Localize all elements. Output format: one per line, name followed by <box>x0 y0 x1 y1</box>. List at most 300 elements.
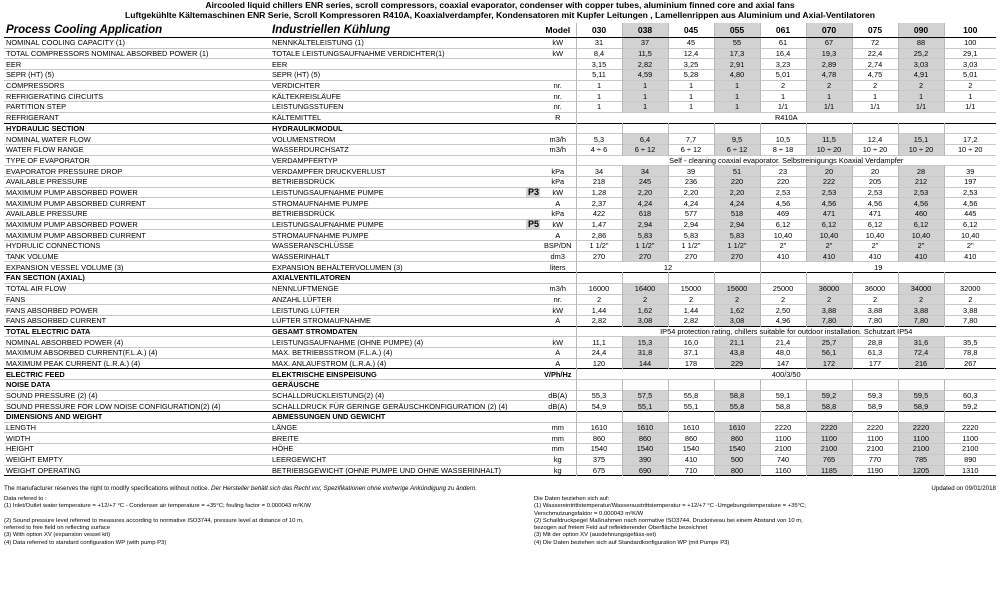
cell-value: 10,40 <box>898 230 944 241</box>
cell-value: 2220 <box>852 422 898 433</box>
cell-value: 860 <box>576 433 622 444</box>
cell-value: 10,5 <box>760 134 806 145</box>
cell-value: 78,8 <box>944 347 996 358</box>
cell-value: 6,12 <box>760 219 806 230</box>
row-label-en: FANS ABSORBED CURRENT <box>6 316 107 326</box>
row-label-de: AXIALVENTILATOREN <box>272 273 351 283</box>
cell-value: 1,28 <box>576 187 622 198</box>
pump-option-label <box>526 91 540 102</box>
empty-cell <box>576 380 622 391</box>
cell-value: 43,8 <box>714 347 760 358</box>
cell-value: 120 <box>576 358 622 369</box>
cell-value: 245 <box>622 176 668 187</box>
footnote-line <box>4 511 474 518</box>
table-row <box>4 412 996 423</box>
table-row <box>4 123 996 134</box>
table-row <box>4 465 996 476</box>
model-header: 055 <box>714 23 760 38</box>
table-row <box>4 134 996 145</box>
model-header: 030 <box>576 23 622 38</box>
row-unit: kW <box>552 38 564 48</box>
cell-value: 2,94 <box>714 219 760 230</box>
cell-value: 1/1 <box>898 102 944 113</box>
cell-value: 410 <box>760 251 806 262</box>
cell-value: 5,83 <box>714 230 760 241</box>
cell-value: 1610 <box>622 422 668 433</box>
cell-value: 55 <box>714 38 760 49</box>
empty-cell <box>852 273 898 284</box>
row-unit: nr. <box>553 81 562 91</box>
row-label-en: FANS ABSORBED POWER <box>6 305 98 315</box>
cell-value: 3,08 <box>622 315 668 326</box>
pump-option-label <box>526 262 540 273</box>
pump-option-label <box>526 70 540 81</box>
row-label-de: HÖHE <box>272 444 294 454</box>
pump-option-label <box>526 123 540 134</box>
cell-value: 4,56 <box>806 198 852 209</box>
table-row <box>4 230 996 241</box>
row-unit: R <box>555 113 561 123</box>
cell-value: 10 ÷ 20 <box>806 144 852 155</box>
table-row <box>4 273 996 284</box>
cell-value: 2 <box>852 80 898 91</box>
cell-value: 270 <box>714 251 760 262</box>
cell-value: 220 <box>760 176 806 187</box>
empty-cell <box>576 273 622 284</box>
row-label-de: LEISTUNGSAUFNAHME (OHNE PUMPE) (4) <box>272 337 424 347</box>
cell-value: 1 <box>852 91 898 102</box>
cell-value: 31,8 <box>622 347 668 358</box>
pump-option-label <box>526 454 540 465</box>
pump-option-label <box>526 326 540 337</box>
cell-value: 2220 <box>760 422 806 433</box>
cell-value: 2 <box>806 80 852 91</box>
cell-value: 55,8 <box>714 401 760 412</box>
footnote-line: (4) Data referred to standard configuration WP (with pump P3) <box>4 539 167 546</box>
cell-value: 7,80 <box>806 315 852 326</box>
row-label-en: MAXIMUM ABSORBED CURRENT(F.L.A.) (4) <box>6 348 158 358</box>
cell-value: 2 <box>944 80 996 91</box>
model-header: 075 <box>852 23 898 38</box>
cell-value: 471 <box>806 209 852 220</box>
row-label-de: NENNLUFTMENGE <box>272 284 339 294</box>
cell-value: 15000 <box>668 283 714 294</box>
cell-value: 24,4 <box>576 347 622 358</box>
table-row <box>4 347 996 358</box>
cell-value: 2220 <box>806 422 852 433</box>
row-label-en: NOMINAL COOLING CAPACITY (1) <box>6 38 125 48</box>
empty-cell <box>714 273 760 284</box>
cell-value: 800 <box>714 465 760 476</box>
empty-cell <box>944 380 996 391</box>
cell-value: 25,7 <box>806 337 852 348</box>
cell-value: 10,40 <box>806 230 852 241</box>
row-label-en: MAXIMUM PEAK CURRENT (L.R.A.) (4) <box>6 358 141 368</box>
cell-value: 2" <box>944 241 996 252</box>
cell-value: 36000 <box>806 283 852 294</box>
cell-value: 2,37 <box>576 198 622 209</box>
cell-value: 177 <box>852 358 898 369</box>
footnote-line: Data refered to : <box>4 496 47 502</box>
cell-value: 1 <box>714 80 760 91</box>
cell-value: 59,5 <box>898 390 944 401</box>
merged-cell-value: 400/3/50 <box>576 369 996 380</box>
cell-value: 56,1 <box>806 347 852 358</box>
table-row <box>4 305 996 316</box>
table-row <box>4 70 996 81</box>
cell-value: 205 <box>852 176 898 187</box>
cell-value: 88 <box>898 38 944 49</box>
cell-value: 1,47 <box>576 219 622 230</box>
empty-cell <box>622 123 668 134</box>
empty-cell <box>806 123 852 134</box>
row-label-en: TANK VOLUME <box>6 252 59 262</box>
cell-value: 9,5 <box>714 134 760 145</box>
footnote-line: bezogen auf freiem Feld auf reflektierender Oberfläche bezeichnet <box>534 525 708 532</box>
cell-value: 15,1 <box>898 134 944 145</box>
cell-value: 10,40 <box>760 230 806 241</box>
row-unit: kg <box>553 465 562 475</box>
cell-value: 422 <box>576 209 622 220</box>
cell-value: 1 <box>898 91 944 102</box>
row-label-de: VERDAMPFERTYP <box>272 155 338 165</box>
cell-value: 7,80 <box>944 315 996 326</box>
cell-value: 34000 <box>898 283 944 294</box>
row-unit <box>540 155 576 166</box>
cell-value: 1185 <box>806 465 852 476</box>
model-header: 090 <box>898 23 944 38</box>
row-unit <box>540 273 576 284</box>
empty-cell <box>806 273 852 284</box>
cell-value: 500 <box>714 454 760 465</box>
row-unit: kW <box>552 220 564 230</box>
cell-value: 1610 <box>668 422 714 433</box>
row-label-de: GESAMT STROMDATEN <box>272 326 358 336</box>
row-label-en: EVAPORATOR PRESSURE DROP <box>6 166 123 176</box>
cell-value: 23 <box>760 166 806 177</box>
pump-option-label <box>526 401 540 412</box>
cell-value: 25,2 <box>898 48 944 59</box>
cell-value: 29,1 <box>944 48 996 59</box>
cell-value: 2,94 <box>668 219 714 230</box>
row-unit: A <box>555 198 561 208</box>
table-row <box>4 144 996 155</box>
row-unit: dm3 <box>550 252 565 262</box>
row-label-de: MAX. ANLAUFSTROM (L.R.A.) (4) <box>272 358 387 368</box>
empty-cell <box>760 123 806 134</box>
cell-value: 4,80 <box>714 70 760 81</box>
cell-value: 410 <box>898 251 944 262</box>
pump-option-label: P5 <box>528 219 540 230</box>
pump-option-label <box>526 380 540 391</box>
cell-value: 4,91 <box>898 70 944 81</box>
cell-value: 6,12 <box>806 219 852 230</box>
cell-value: 22,4 <box>852 48 898 59</box>
cell-value: 67 <box>806 38 852 49</box>
cell-value: 1,44 <box>576 305 622 316</box>
pump-option-label <box>526 422 540 433</box>
cell-value: 3,23 <box>760 59 806 70</box>
cell-value: 1160 <box>760 465 806 476</box>
cell-value: 6 ÷ 12 <box>714 144 760 155</box>
model-header: 045 <box>668 23 714 38</box>
cell-value: 10,40 <box>852 230 898 241</box>
cell-value: 7,80 <box>898 315 944 326</box>
cell-value: 1190 <box>852 465 898 476</box>
row-label-de: MAX. BETRIEBSSTROM (F.L.A.) (4) <box>272 348 393 358</box>
row-label-de: HYDRAULIKMODUL <box>272 123 343 133</box>
cell-value: 469 <box>760 209 806 220</box>
cell-value: 21,1 <box>714 337 760 348</box>
row-label-en: REFRIGERANT <box>6 113 59 123</box>
row-unit: A <box>555 230 561 240</box>
empty-cell <box>852 412 898 423</box>
empty-cell <box>944 273 996 284</box>
cell-value: 1 <box>714 91 760 102</box>
cell-value: 59,3 <box>852 390 898 401</box>
cell-value: 5,01 <box>944 70 996 81</box>
model-header: 070 <box>806 23 852 38</box>
row-label-de: ABMESSUNGEN UND GEWICHT <box>272 412 386 422</box>
cell-value: 1 <box>668 102 714 113</box>
cell-value: 5,28 <box>668 70 714 81</box>
cell-value: 2 <box>622 294 668 305</box>
cell-value: 2 <box>898 80 944 91</box>
cell-value: 2,53 <box>898 187 944 198</box>
row-label-en: WIDTH <box>6 433 31 443</box>
cell-value: 60,3 <box>944 390 996 401</box>
cell-value: 55,3 <box>576 390 622 401</box>
cell-value: 21,4 <box>760 337 806 348</box>
merged-cell-value: 12 <box>576 262 760 273</box>
table-row <box>4 337 996 348</box>
cell-value: 1 1/2" <box>622 241 668 252</box>
empty-cell <box>760 273 806 284</box>
cell-value: 216 <box>898 358 944 369</box>
cell-value: 16400 <box>622 283 668 294</box>
row-label-en: TOTAL AIR FLOW <box>6 284 67 294</box>
cell-value: 2" <box>760 241 806 252</box>
table-row <box>4 433 996 444</box>
cell-value: 34 <box>622 166 668 177</box>
pump-option-label <box>526 176 540 187</box>
empty-cell <box>806 412 852 423</box>
cell-value: 3,03 <box>898 59 944 70</box>
cell-value: 20 <box>852 166 898 177</box>
cell-value: 10,40 <box>944 230 996 241</box>
row-unit: kPa <box>551 209 565 219</box>
cell-value: 1540 <box>714 444 760 455</box>
cell-value: 2,20 <box>622 187 668 198</box>
table-row <box>4 91 996 102</box>
cell-value: 7,7 <box>668 134 714 145</box>
cell-value: 31 <box>576 38 622 49</box>
cell-value: 59,1 <box>760 390 806 401</box>
manufacturer-note-en: The manufacturer reserves the right to modify specifications without notice. <box>4 485 212 492</box>
cell-value: 11,5 <box>622 48 668 59</box>
cell-value: 59,2 <box>806 390 852 401</box>
empty-cell <box>576 412 622 423</box>
cell-value: 11,5 <box>806 134 852 145</box>
cell-value: 5,01 <box>760 70 806 81</box>
empty-cell <box>668 123 714 134</box>
cell-value: 144 <box>622 358 668 369</box>
row-label-en: COMPRESSORS <box>6 81 65 91</box>
row-label-en: REFRIGERATING CIRCUITS <box>6 91 104 101</box>
cell-value: 2 <box>760 80 806 91</box>
pump-option-label <box>526 134 540 145</box>
cell-value: 55,1 <box>622 401 668 412</box>
empty-cell <box>898 380 944 391</box>
cell-value: 34 <box>576 166 622 177</box>
row-label-en: FAN SECTION (AXIAL) <box>6 273 85 283</box>
table-row <box>4 48 996 59</box>
table-row <box>4 80 996 91</box>
row-label-en: TYPE OF EVAPORATOR <box>6 155 90 165</box>
row-label-en: SEPR (HT) (5) <box>6 70 55 80</box>
pump-option-label <box>526 369 540 380</box>
empty-cell <box>622 412 668 423</box>
row-label-de: NENNKÄLTELEISTUNG (1) <box>272 38 364 48</box>
pump-option-label <box>526 315 540 326</box>
pump-option-label <box>526 59 540 70</box>
table-row <box>4 401 996 412</box>
cell-value: 10 ÷ 20 <box>852 144 898 155</box>
table-row <box>4 358 996 369</box>
row-label-de: LÜFTER STROMAUFNAHME <box>272 316 371 326</box>
row-label-en: PARTITION STEP <box>6 102 67 112</box>
footnotes-de <box>534 496 1000 547</box>
cell-value: 2,50 <box>760 305 806 316</box>
table-row <box>4 262 996 273</box>
row-label-de: BETRIEBSDRUCK <box>272 177 335 187</box>
footnote-line: (1) Inlet/Outlet water temperature = +12/+7 °C - Condenser air temperature = +35°C; fouling factor = 0.000043 m²K/W <box>4 503 311 510</box>
cell-value: 10 ÷ 20 <box>944 144 996 155</box>
table-row <box>4 283 996 294</box>
pump-option-label <box>526 358 540 369</box>
table-row <box>4 251 996 262</box>
row-label-de: SCHALLDRUCK FÜR GERINGE GERÄUSCHKONFIGURATION (2) (4) <box>272 401 508 411</box>
row-label-en: EXPANSION VESSEL VOLUME (3) <box>6 262 124 272</box>
cell-value: 58,9 <box>898 401 944 412</box>
cell-value: 12,4 <box>668 48 714 59</box>
pump-option-label <box>526 390 540 401</box>
cell-value: 1540 <box>622 444 668 455</box>
table-row <box>4 209 996 220</box>
empty-cell <box>668 380 714 391</box>
model-header: 038 <box>622 23 668 38</box>
footnote-line: Die Daten beziehen sich auf: <box>534 496 610 502</box>
row-unit: dB(A) <box>548 391 568 401</box>
row-label-de: GERÄUSCHE <box>272 380 320 390</box>
row-label-en: MAXIMUM PUMP ABSORBED CURRENT <box>6 198 146 208</box>
table-row <box>4 219 996 230</box>
cell-value: 220 <box>714 176 760 187</box>
footnotes-en <box>4 496 474 547</box>
row-label-en: SOUND PRESSURE (2) (4) <box>6 391 98 401</box>
pump-option-label <box>526 273 540 284</box>
cell-value: 178 <box>668 358 714 369</box>
cell-value: 5,83 <box>668 230 714 241</box>
cell-value: 410 <box>668 454 714 465</box>
cell-value: 2,53 <box>760 187 806 198</box>
pump-option-label <box>526 433 540 444</box>
cell-value: 2,82 <box>622 59 668 70</box>
cell-value: 270 <box>576 251 622 262</box>
cell-value: 4,56 <box>760 198 806 209</box>
row-unit: BSP/DN <box>543 241 572 251</box>
empty-cell <box>898 123 944 134</box>
cell-value: 3,15 <box>576 59 622 70</box>
cell-value: 2,20 <box>668 187 714 198</box>
row-label-en: DIMENSIONS AND WEIGHT <box>6 412 103 422</box>
cell-value: 2100 <box>898 444 944 455</box>
row-label-de: LEISTUNGSSTUFEN <box>272 102 344 112</box>
cell-value: 860 <box>622 433 668 444</box>
cell-value: 2,86 <box>576 230 622 241</box>
cell-value: 4,56 <box>898 198 944 209</box>
empty-cell <box>760 412 806 423</box>
pump-option-label <box>526 337 540 348</box>
row-unit: A <box>555 358 561 368</box>
row-label-en: WEIGHT EMPTY <box>6 455 63 465</box>
pump-option-label <box>526 444 540 455</box>
table-row <box>4 369 996 380</box>
cell-value: 1 <box>668 80 714 91</box>
row-label-en: NOMINAL ABSORBED POWER (4) <box>6 337 124 347</box>
pump-option-label <box>526 251 540 262</box>
cell-value: 270 <box>668 251 714 262</box>
cell-value: 577 <box>668 209 714 220</box>
cell-value: 4,56 <box>944 198 996 209</box>
table-row <box>4 176 996 187</box>
pump-option-label <box>526 412 540 423</box>
row-unit: nr. <box>553 102 562 112</box>
spec-table <box>4 23 996 476</box>
cell-value: 2,82 <box>668 315 714 326</box>
cell-value: 11,1 <box>576 337 622 348</box>
row-label-de: ELEKTRISCHE EINSPEISUNG <box>272 369 377 379</box>
cell-value: 471 <box>852 209 898 220</box>
row-label-de: LEERGEWICHT <box>272 455 327 465</box>
row-unit: kW <box>552 49 564 59</box>
cell-value: 2 <box>714 294 760 305</box>
cell-value: 2,74 <box>852 59 898 70</box>
cell-value: 375 <box>576 454 622 465</box>
merged-cell-value: 19 <box>760 262 996 273</box>
cell-value: 1100 <box>760 433 806 444</box>
cell-value: 1610 <box>576 422 622 433</box>
pump-option-label <box>526 48 540 59</box>
row-unit: A <box>555 316 561 326</box>
row-label-de: LÄNGE <box>272 423 298 433</box>
footnote-line: Verschmutzungsfaktor = 0.000043 m²K/W <box>534 510 644 517</box>
row-label-en: MAXIMUM PUMP ABSORBED CURRENT <box>6 230 146 240</box>
cell-value: 860 <box>668 433 714 444</box>
manufacturer-note-de: Der Hersteller behält sich das Recht vor, Spezifikationen ohne vorherige Ankündigung zu ändern. <box>211 485 478 492</box>
cell-value: 6 ÷ 12 <box>668 144 714 155</box>
row-unit: nr. <box>553 294 562 304</box>
pump-option-label <box>526 465 540 476</box>
cell-value: 1 1/2" <box>714 241 760 252</box>
cell-value: 236 <box>668 176 714 187</box>
row-label-de: WASSERANSCHLÜSSE <box>272 241 354 251</box>
cell-value: 1/1 <box>852 102 898 113</box>
cell-value: 1 <box>576 80 622 91</box>
pump-option-label <box>526 144 540 155</box>
cell-value: 618 <box>622 209 668 220</box>
cell-value: 770 <box>852 454 898 465</box>
